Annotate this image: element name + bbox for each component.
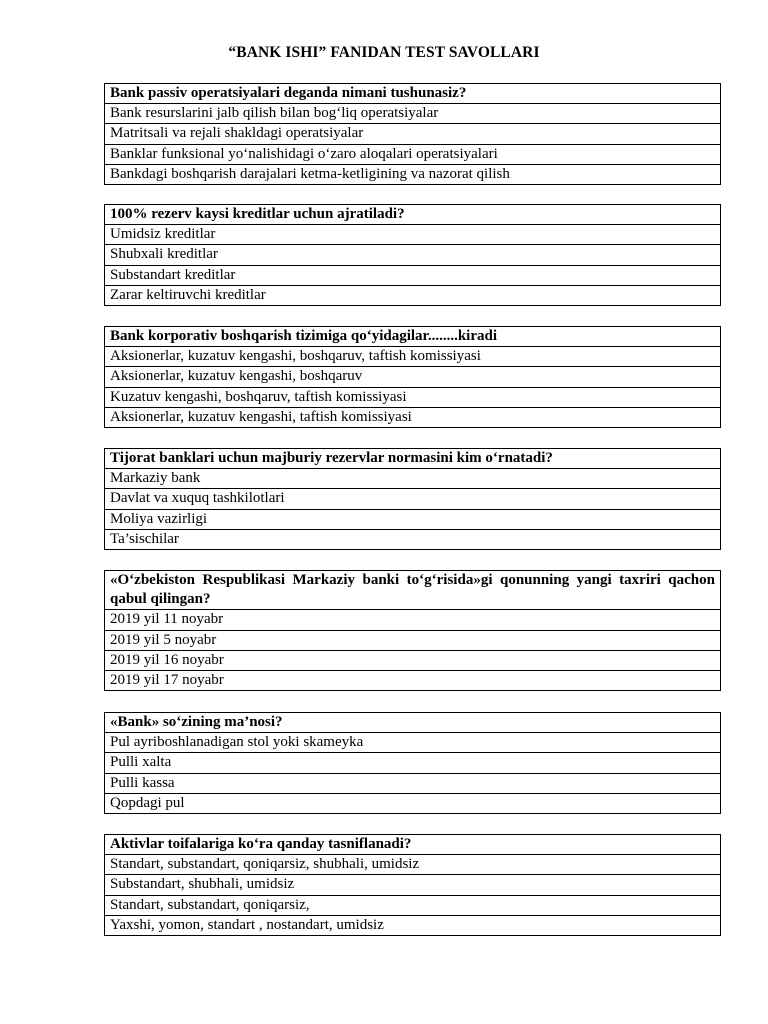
answer-option-a: 2019 yil 11 noyabr [105, 610, 721, 630]
answer-option-a: Aksionerlar, kuzatuv kengashi, boshqaruv, taftish komissiyasi [105, 347, 721, 367]
question-text: 100% rezerv kaysi kreditlar uchun ajratiladi? [105, 205, 721, 225]
answer-option-b: 2019 yil 5 noyabr [105, 630, 721, 650]
answer-option-c: Kuzatuv kengashi, boshqaruv, taftish komissiyasi [105, 387, 721, 407]
answer-option-a: Pul ayriboshlanadigan stol yoki skameyka [105, 733, 721, 753]
question-text: Bank korporativ boshqarish tizimiga qo‘yidagilar........kiradi [105, 327, 721, 347]
answer-option-a: Bank resurslarini jalb qilish bilan bog‘liq operatsiyalar [105, 104, 721, 124]
answer-option-b: Substandart, shubhali, umidsiz [105, 875, 721, 895]
question-block-7 [104, 834, 721, 936]
question-block-1 [104, 83, 721, 185]
answer-option-b: Matritsali va rejali shakldagi operatsiyalar [105, 124, 721, 144]
answer-option-d: Aksionerlar, kuzatuv kengashi, taftish komissiyasi [105, 407, 721, 427]
answer-option-d: Ta’sischilar [105, 529, 721, 549]
question-text: «O‘zbekiston Respublikasi Markaziy banki to‘g‘risida»gi qonunning yangi taxriri qachon qabul qilingan? [105, 571, 721, 610]
answer-option-a: Standart, substandart, qoniqarsiz, shubhali, umidsiz [105, 855, 721, 875]
question-block-4 [104, 448, 721, 550]
answer-option-d: Yaxshi, yomon, standart , nostandart, umidsiz [105, 915, 721, 935]
answer-option-b: Davlat va xuquq tashkilotlari [105, 489, 721, 509]
question-text: Bank passiv operatsiyalari deganda nimani tushunasiz? [105, 84, 721, 104]
answer-option-a: Markaziy bank [105, 469, 721, 489]
question-text: Tijorat banklari uchun majburiy rezervlar normasini kim o‘rnatadi? [105, 449, 721, 469]
question-text: Aktivlar toifalariga ko‘ra qanday tasniflanadi? [105, 835, 721, 855]
question-block-5 [104, 570, 721, 691]
answer-option-c: Standart, substandart, qoniqarsiz, [105, 895, 721, 915]
answer-option-b: Aksionerlar, kuzatuv kengashi, boshqaruv [105, 367, 721, 387]
answer-option-c: Moliya vazirligi [105, 509, 721, 529]
question-block-6 [104, 712, 721, 814]
answer-option-c: Substandart kreditlar [105, 265, 721, 285]
page-title: “BANK ISHI” FANIDAN TEST SAVOLLARI [228, 44, 540, 61]
answer-option-d: Bankdagi boshqarish darajalari ketma-ketligining va nazorat qilish [105, 164, 721, 184]
answer-option-c: Banklar funksional yo‘nalishidagi o‘zaro aloqalari operatsiyalari [105, 144, 721, 164]
answer-option-d: Qopdagi pul [105, 793, 721, 813]
answer-option-d: 2019 yil 17 noyabr [105, 671, 721, 691]
answer-option-b: Pulli xalta [105, 753, 721, 773]
answer-option-c: Pulli kassa [105, 773, 721, 793]
answer-option-d: Zarar keltiruvchi kreditlar [105, 285, 721, 305]
answer-option-c: 2019 yil 16 noyabr [105, 650, 721, 670]
question-block-3 [104, 326, 721, 428]
question-block-2 [104, 204, 721, 306]
answer-option-a: Umidsiz kreditlar [105, 225, 721, 245]
answer-option-b: Shubxali kreditlar [105, 245, 721, 265]
question-text: «Bank» so‘zining ma’nosi? [105, 713, 721, 733]
